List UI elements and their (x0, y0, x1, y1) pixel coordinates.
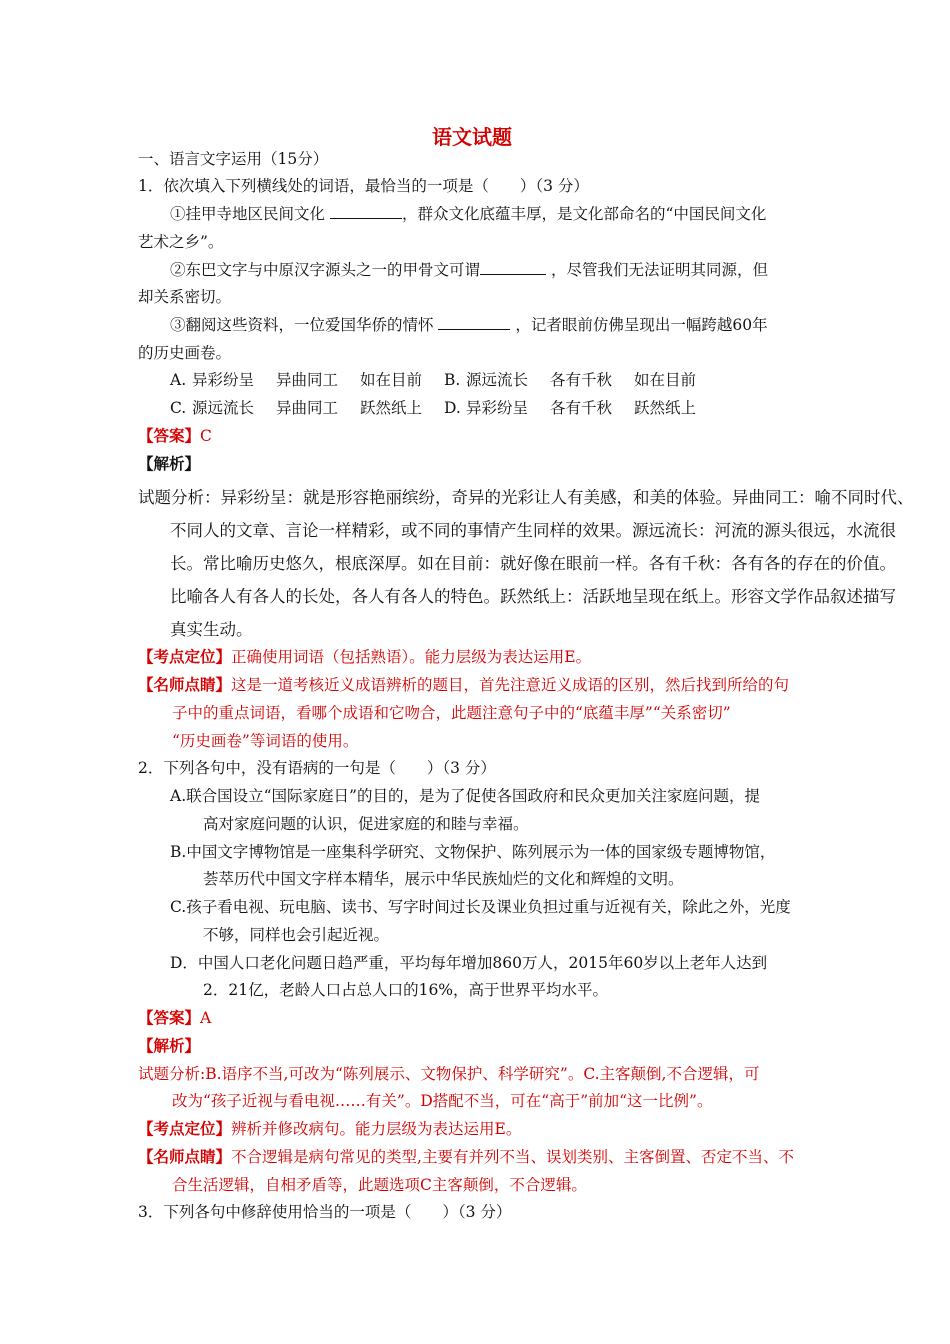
answer-label: 【答案】 (138, 426, 201, 445)
q2-option-b-cont: 荟萃历代中国文字样本精华，展示中华民族灿烂的文化和辉煌的文明。 (203, 870, 684, 888)
q1-analysis-line: 不同人的文章、言论一样精彩，或不同的事情产生同样的效果。源远流长：河流的源头很远，水流很 (170, 521, 896, 540)
option-a-word-3: 如在目前 (360, 371, 423, 389)
q2-option-d-cont: 2．21亿，老龄人口占总人口的16%，高于世界平均水平。 (203, 981, 609, 999)
q1-sentence-1: ①挂甲寺地区民间文化 ，群众文化底蕴丰厚，是文化部命名的“中国民间文化 (170, 205, 767, 223)
option-a-word-2: 异曲同工 (276, 371, 339, 389)
fill-blank (438, 314, 510, 330)
option-c-word-3: 跃然纸上 (360, 399, 423, 417)
q1-stem: 1．依次填入下列横线处的词语，最恰当的一项是（ ）（3 分） (138, 177, 589, 195)
q1-sentence-2-cont: 却关系密切。 (138, 288, 232, 306)
q1-answer (138, 425, 212, 447)
page-title: 语文试题 (432, 125, 512, 149)
q2-answer (138, 1007, 211, 1029)
option-d-word-2: 各有千秋 (550, 399, 613, 417)
answer-label: 【答案】 (138, 1008, 201, 1027)
q1-analysis-line: 试题分析：异彩纷呈：就是形容艳丽缤纷，奇异的光彩让人有美感，和美的体验。异曲同工：喻不同时代、 (138, 488, 914, 507)
q2-option-c-cont: 不够，同样也会引起近视。 (203, 926, 390, 944)
answer-value: C (200, 427, 212, 445)
q2-analysis-label: 【解析】 (138, 1036, 201, 1055)
q1-mingshi-line: “历史画卷”等词语的使用。 (172, 732, 359, 750)
q2-stem: 2．下列各句中，没有语病的一句是（ ）（3 分） (138, 759, 496, 777)
q1-sentence-1-cont: 艺术之乡”。 (138, 233, 224, 251)
q2-kaodian: 【考点定位】辨析并修改病句。能力层级为表达运用E。 (138, 1119, 522, 1138)
option-c-word-2: 异曲同工 (276, 399, 339, 417)
option-c-key: C. (170, 399, 187, 417)
q1-kaodian: 【考点定位】正确使用词语（包括熟语）。能力层级为表达运用E。 (138, 647, 592, 666)
option-a-key: A. (170, 371, 187, 389)
q1-sentence-3-cont: 的历史画卷。 (138, 344, 232, 362)
q2-analysis-line: 改为“孩子近视与看电视……有关”。D搭配不当，可在“高于”前加“这一比例”。 (172, 1092, 713, 1110)
q1-analysis-line: 比喻各人有各人的长处，各人有各人的特色。跃然纸上：活跃地呈现在纸上。形容文学作品叙述描写 (170, 587, 896, 606)
q1-analysis-line: 真实生动。 (170, 620, 253, 639)
fill-blank (480, 259, 546, 275)
option-b-key: B. (444, 371, 461, 389)
option-b-word-3: 如在目前 (634, 371, 697, 389)
q1-sentence-3: ③翻阅这些资料，一位爱国华侨的情怀 ，记者眼前仿佛呈现出一幅跨越60年 (170, 316, 768, 334)
q2-option-d: D．中国人口老化问题日趋严重，平均每年增加860万人，2015年60岁以上老年人达到 (170, 954, 768, 972)
q1-sentence-2: ②东巴文字与中原汉字源头之一的甲骨文可谓 ，尽管我们无法证明其同源，但 (170, 261, 768, 279)
q1-mingshi: 【名师点睛】这是一道考核近义成语辨析的题目，首先注意近义成语的区别，然后找到所给的句 (138, 675, 790, 694)
option-b-word-2: 各有千秋 (550, 371, 613, 389)
option-d-word-1: 异彩纷呈 (466, 399, 529, 417)
q2-option-a-cont: 高对家庭问题的认识，促进家庭的和睦与幸福。 (203, 815, 529, 833)
option-d-word-3: 跃然纸上 (634, 399, 697, 417)
q2-option-c: C.孩子看电视、玩电脑、读书、写字时间过长及课业负担过重与近视有关，除此之外，光度 (170, 898, 791, 916)
q3-stem: 3．下列各句中修辞使用恰当的一项是（ ）（3 分） (138, 1203, 512, 1221)
option-c-word-1: 源远流长 (192, 399, 255, 417)
option-a-word-1: 异彩纷呈 (192, 371, 255, 389)
fill-blank (330, 203, 402, 219)
q2-mingshi: 【名师点睛】不合逻辑是病句常见的类型,主要有并列不当、误划类别、主客倒置、否定不当、不 (138, 1147, 794, 1166)
option-b-word-1: 源远流长 (466, 371, 529, 389)
q1-analysis-label: 【解析】 (138, 454, 201, 473)
option-d-key: D. (444, 399, 461, 417)
q1-analysis-line: 长。常比喻历史悠久，根底深厚。如在目前：就好像在眼前一样。各有千秋：各有各的存在的价值。 (170, 554, 896, 573)
q2-mingshi-line: 合生活逻辑，自相矛盾等，此题选项C主客颠倒，不合逻辑。 (172, 1176, 587, 1194)
q1-options-row-2 (170, 397, 718, 419)
q2-option-a: A.联合国设立“国际家庭日”的目的，是为了促使各国政府和民众更加关注家庭问题，提 (170, 787, 760, 805)
answer-value: A (200, 1009, 212, 1027)
section-heading: 一、语言文字运用（15分） (138, 150, 329, 168)
q2-option-b: B.中国文字博物馆是一座集科学研究、文物保护、陈列展示为一体的国家级专题博物馆， (170, 843, 776, 861)
q1-options-row-1 (170, 369, 718, 391)
q1-mingshi-line: 子中的重点词语，看哪个成语和它吻合，此题注意句子中的“底蕴丰厚”“关系密切” (172, 704, 731, 722)
q2-analysis-line: 试题分析:B.语序不当,可改为“陈列展示、文物保护、科学研究”。C.主客颠倒,不合逻辑，可 (138, 1065, 760, 1083)
